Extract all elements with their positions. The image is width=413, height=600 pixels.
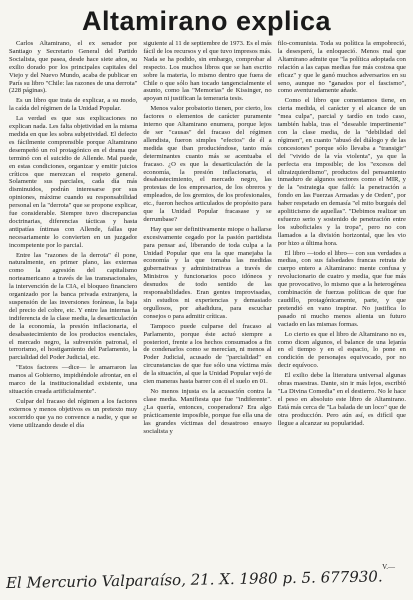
paragraph: Hay que ser definitivamente miope o hallarse excesivamente cegado por la pasión partidista para pensar así, liberando de toda culpa a la Unidad Popular que era la que manejaba la economía y la que tomaba las medidas gubernativas y administrativas a través de Ministros y funcionarios poco idóneos y desnudos de todo sentido de las responsabilidades. Eran gentes improvisadas, sin estudios ni experiencias y demasiado orgullosos, por añadidura, para escuchar consejos o para admitir críticas.	[143, 225, 272, 320]
paragraph: filo-comunista. Toda su política la empobreció, la desesperó, la enloqueció. Menos mal que Altamirano admite que "la política adoptada con relación a las capas medias fue más costosa que eficaz" y que le ganó muchos adversarios en su seno, aunque no "ganados por el fascismo", como aventuradamente añade.	[277, 40, 406, 95]
paragraph: El libro —todo el libro— con sus verdades a medias, con sus falsedades francas retrata de cuerpo entero a Altamirano: mente confusa y revolucionario de cuatro y media, que fue más que provocativo, lo mismo que a la heterogénea combinación de fuerzas políticas de que fue caudillo, protagónicamente, parte, y que pretendió en vano inspirar. No justifica lo pasado ni mucho menos alienta un futuro vaciado en las mismas formas.	[277, 249, 406, 328]
paragraph: Es un libro que trata de explicar, a su modo, la caída del régimen de la Unidad Popular.	[9, 97, 138, 113]
column-1	[9, 40, 137, 570]
paragraph: "Estos factores —dice— le amarraron las manos al Gobierno, impidiéndole afrontar, en el marco de la institucionalidad existente, una situación creada artificialmente".	[9, 364, 138, 395]
paragraph: La verdad es que sus explicaciones no explican nada. Les falta objetividad en la misma medida en que les sobra subjetividad. El defecto es fácilmente comprensible porque Altamirano desempeñó un rol protagónico en el drama que terminó con el suicidio de Allende. Mal puede, en estas condiciones, organizar y emitir juicios críticos que merezcan el respeto general. Solamente sus parciales, cada día más disminuidos, podrán interesarse por sus opiniones, máxime cuando su responsabilidad personal en la "derrota" que se propone explicar, fue considerable. Siempre tuvo discrepancias doctrinarias, diferencias tácticas y hasta antipatías íntimas con Allende, fallas que necesariamente lo convierten en un juzgador incompetente por lo parcial.	[9, 115, 138, 249]
article-title: Altamirano explica	[81, 6, 332, 36]
paragraph: No menos injusta es la acusación contra la clase media. Manifiesta que fue "indiferente". ¿La quería, entonces, cooperadora? Era algo prácticamente imposible, porque fue ella una de las grandes víctimas del desastroso ensayo socialista y	[143, 387, 272, 435]
column-2	[143, 40, 271, 570]
paragraph: Lo cierto es que el libro de Altamirano no es, como dicen algunos, el balance de una lejanía en el tiempo y en el espacio, lo pone en condición de personajes equivocado, por no decir equívoco.	[277, 330, 406, 370]
paragraph: siguiente al 11 de septiembre de 1973. Es el más fácil de los recursos y el que tuvo impresos más. Nada se ha podido, sin embargo, comprobar al respecto. Los muchos libros que se han escrito sobre la materia, lo mismo dentro que fuera de Chile o que sólo han tocado tangencialmente el asunto, como las "Memorias" de Kissinger, no apoyan ni justifican la temeraria tesis.	[143, 40, 272, 103]
paragraph: Carlos Altamirano, el ex senador por Santiago y Secretario General del Partido Socialista, que pasea, desde hace siete años, su exilio dorado por los principales capitales del Viejo y del Nuevo Mundo, acaba de publicar en París su libro "Chile: las razones de una derrota" (228 páginas).	[9, 40, 138, 95]
paragraph: Menos valor probatorio tienen, por cierto, los factores o elementos de carácter puramente interno que Altamirano enumera, porque lejos de ser "causas" del fracaso del régimen allendista, fueron simples "efectos" de él a medida que iban produciéndose, tanto más determinantes cuanto más se acentuaba el fracaso. ¿O es que la desarticulación de la economía, la presión inflacionaria, el desabastecimiento, el mercado negro, las protestas de los empresarios, de los obreros y empleados, de los gremios, de los profesionales, etc., fueron hechos articulados de propósito para que la Unidad Popular fracasase y se derrumbase?	[143, 105, 272, 223]
author-signature: V.—	[382, 563, 395, 571]
paragraph: El exilio debe la literatura universal algunas obras maestras. Dante, sin ir más lejos, escribió "La Divina Comedia" en el destierro. No le hace el peso en absoluto este libro de Altamirano. Está más cerca de "La balada de un loco" que de otra producción. Pero aún así, es difícil que llegue a alcanzar su popularidad.	[277, 372, 406, 427]
article-body	[9, 40, 406, 570]
handwritten-source-note: El Mercurio Valparaíso, 21. X. 1980 p. 5. 677930.	[5, 567, 383, 592]
paragraph: Tampoco puede culparse del fracaso al Parlamento, porque éste actuó siempre a posteriori, frente a los hechos consumados a fin de condenarlos como se merecían, ni menos al Poder Judicial, acusado de "parcialidad" en circunstancias de que fue sólo una víctima más de la situación, al que la Unidad Popular vejó de cien maneras hasta barrer con él el suelo en 01.	[143, 322, 272, 386]
column-3	[278, 40, 406, 570]
paragraph: Como el libro que comentamos tiene, en cierta medida, el carácter y el alcance de un "mea culpa", parcial y tardío en todo caso, también habla, tras el "deseable impertinente" con la clase media, de la "debilidad del régimen", en cuanto "abusó del diálogo y de las concesiones" porque sólo llevaba a "transigir" del "vivido de la vía violenta", ya que la perfecta era imposible; de los "excesos del ultraizquierdismo", productos del pensamiento inmaduro de algunos sectores como el MIR, y de la "estrategia que falló: la penetración a fondo en las Fuerzas Armadas y de Orden", por haber respetado en demasía "el mito burgués del apoliticismo de aquellas". "Debimos realizar un esfuerzo serio y sostenido de penetración entre los suboficiales y la tropa", pero no con llamados a la división horizontal, que les vio por hizo a última hora.	[277, 97, 406, 247]
paragraph: Entre las "razones de la derrota" él pone, naturalmente, en primer plano, las externas como la agresión del capitalismo norteamericano a través de las transnacionales, la intervención de la CIA, el bloqueo financiero organizado por la banca privada extranjera, la suspensión de las inversiones foráneas, la baja del precio del cobre, etc. Y entre las internas la indiferencia de la clase media, la desarticulación de la economía, la presión inflacionaria, el desabastecimiento de los productos esenciales, el mercado negro, la subversión patronal, el terrorismo, el hostigamiento del Parlamento, la parcialidad del Poder Judicial, etc.	[9, 251, 138, 362]
paragraph: Culpar del fracaso del régimen a los factores externos y menos objetivos es un pretexto muy socorrido que ya no convence a nadie, y que se viene utilizando desde el día	[9, 397, 138, 429]
